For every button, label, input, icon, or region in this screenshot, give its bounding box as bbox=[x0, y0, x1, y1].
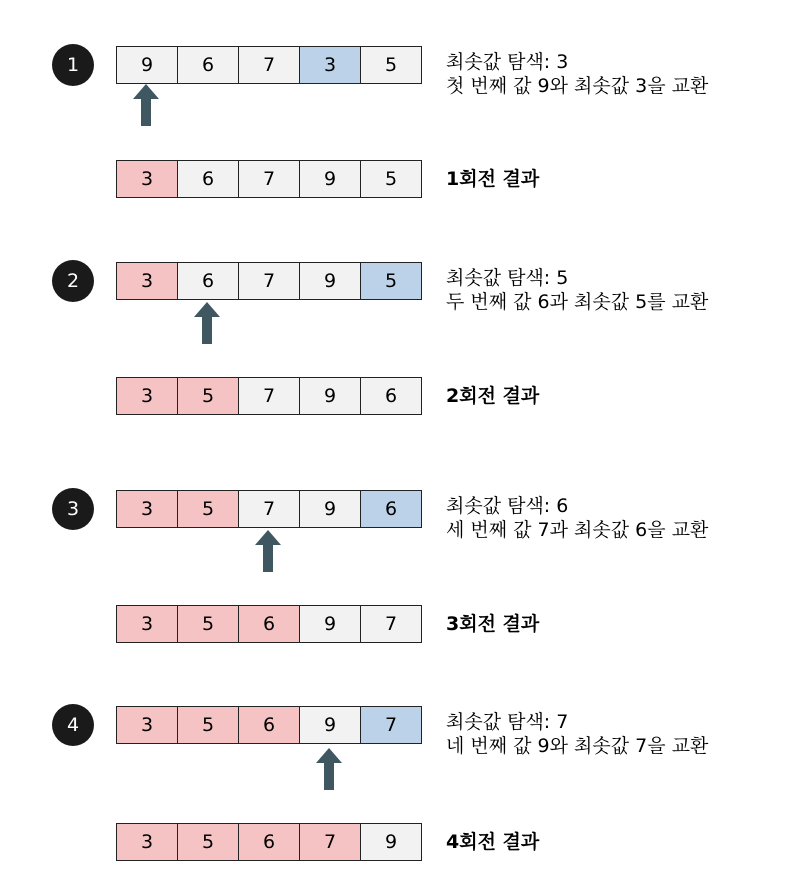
array-cell: 5 bbox=[177, 605, 239, 643]
array-cell: 7 bbox=[238, 377, 300, 415]
array-cell: 9 bbox=[299, 706, 361, 744]
array-cell: 9 bbox=[299, 160, 361, 198]
up-arrow-icon bbox=[194, 302, 220, 344]
step-2-search-array bbox=[116, 262, 422, 300]
array-cell: 3 bbox=[116, 706, 178, 744]
array-cell: 7 bbox=[238, 160, 300, 198]
array-cell: 3 bbox=[116, 823, 178, 861]
array-cell: 6 bbox=[360, 490, 422, 528]
array-cell: 9 bbox=[299, 262, 361, 300]
step-badge-2: 2 bbox=[52, 260, 94, 302]
step-2-result-array bbox=[116, 377, 422, 415]
array-cell: 3 bbox=[116, 377, 178, 415]
array-cell: 7 bbox=[238, 46, 300, 84]
step-3-result-array bbox=[116, 605, 422, 643]
array-cell: 7 bbox=[360, 605, 422, 643]
swap-text: 세 번째 값 7과 최솟값 6을 교환 bbox=[446, 519, 709, 541]
array-cell: 5 bbox=[177, 377, 239, 415]
array-cell: 6 bbox=[177, 262, 239, 300]
step-badge-4: 4 bbox=[52, 704, 94, 746]
step-4-result-array bbox=[116, 823, 422, 861]
step-2-result-label: 2회전 결과 bbox=[446, 385, 540, 407]
array-cell: 7 bbox=[360, 706, 422, 744]
array-cell: 5 bbox=[360, 262, 422, 300]
step-4-result-label: 4회전 결과 bbox=[446, 831, 540, 853]
array-cell: 5 bbox=[177, 490, 239, 528]
swap-text: 첫 번째 값 9와 최솟값 3을 교환 bbox=[446, 75, 709, 97]
swap-text: 네 번째 값 9와 최솟값 7을 교환 bbox=[446, 735, 709, 757]
array-cell: 3 bbox=[299, 46, 361, 84]
step-1-description bbox=[446, 50, 708, 98]
up-arrow-icon bbox=[133, 84, 159, 126]
array-cell: 6 bbox=[238, 706, 300, 744]
step-badge-3: 3 bbox=[52, 488, 94, 530]
array-cell: 7 bbox=[238, 262, 300, 300]
array-cell: 9 bbox=[299, 377, 361, 415]
array-cell: 6 bbox=[238, 823, 300, 861]
array-cell: 9 bbox=[299, 490, 361, 528]
step-3-result-label: 3회전 결과 bbox=[446, 613, 540, 635]
step-3-search-array bbox=[116, 490, 422, 528]
step-1-search-array bbox=[116, 46, 422, 84]
step-2-description bbox=[446, 266, 708, 314]
array-cell: 5 bbox=[177, 706, 239, 744]
step-1-result-label: 1회전 결과 bbox=[446, 168, 540, 190]
array-cell: 3 bbox=[116, 605, 178, 643]
array-cell: 3 bbox=[116, 490, 178, 528]
array-cell: 6 bbox=[238, 605, 300, 643]
array-cell: 6 bbox=[177, 160, 239, 198]
step-3-description bbox=[446, 494, 708, 542]
step-badge-1: 1 bbox=[52, 44, 94, 86]
step-4-description bbox=[446, 710, 708, 758]
array-cell: 5 bbox=[360, 160, 422, 198]
array-cell: 9 bbox=[360, 823, 422, 861]
array-cell: 9 bbox=[116, 46, 178, 84]
array-cell: 6 bbox=[360, 377, 422, 415]
array-cell: 9 bbox=[299, 605, 361, 643]
array-cell: 7 bbox=[238, 490, 300, 528]
min-search-text: 최솟값 탐색: 5 bbox=[446, 267, 569, 289]
min-search-text: 최솟값 탐색: 3 bbox=[446, 51, 569, 73]
array-cell: 3 bbox=[116, 160, 178, 198]
array-cell: 7 bbox=[299, 823, 361, 861]
step-4-search-array bbox=[116, 706, 422, 744]
array-cell: 6 bbox=[177, 46, 239, 84]
array-cell: 3 bbox=[116, 262, 178, 300]
array-cell: 5 bbox=[360, 46, 422, 84]
min-search-text: 최솟값 탐색: 6 bbox=[446, 495, 569, 517]
min-search-text: 최솟값 탐색: 7 bbox=[446, 711, 569, 733]
swap-text: 두 번째 값 6과 최솟값 5를 교환 bbox=[446, 291, 709, 313]
array-cell: 5 bbox=[177, 823, 239, 861]
up-arrow-icon bbox=[316, 748, 342, 790]
step-1-result-array bbox=[116, 160, 422, 198]
up-arrow-icon bbox=[255, 530, 281, 572]
